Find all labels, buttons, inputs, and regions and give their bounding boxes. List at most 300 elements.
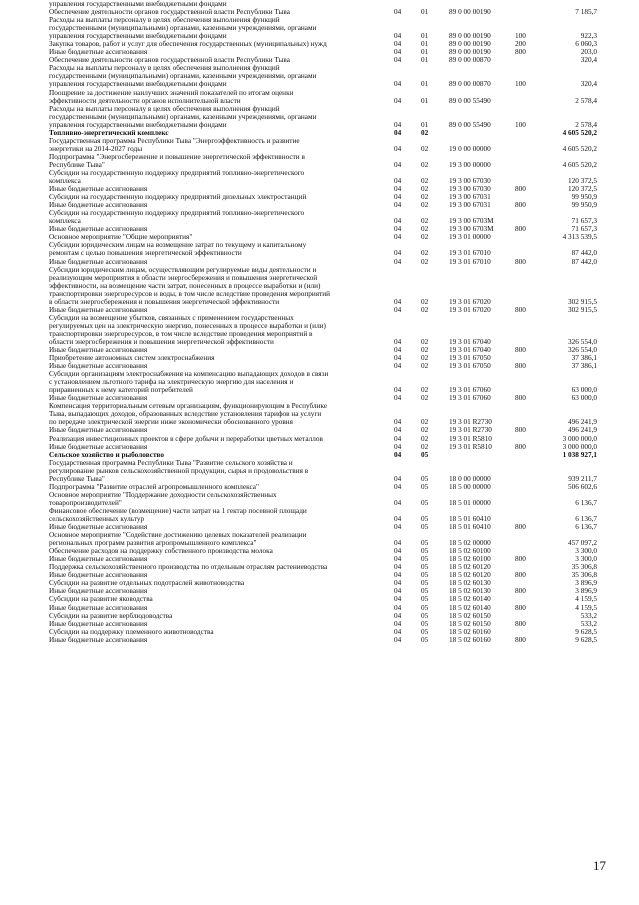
row-amount: 3 000 000,0 [562, 442, 597, 451]
row-amount: 9 628,5 [575, 627, 597, 636]
row-target-article-code: 19 3 01 67040 [449, 337, 491, 346]
row-target-article-code: 19 3 01 67050 [449, 362, 491, 371]
row-section-code: 04 [394, 595, 402, 604]
table-row [49, 40, 597, 48]
row-amount: 320,4 [580, 80, 597, 89]
table-row [49, 314, 597, 346]
row-amount: 63 000,0 [571, 394, 597, 403]
row-amount: 533,2 [580, 619, 597, 628]
row-name: Субсидии на развитие отдельных подотраслей животноводства [49, 579, 245, 588]
row-target-article-code: 89 0 00 00190 [449, 32, 491, 41]
row-expense-type-code: 800 [515, 257, 526, 266]
table-row [49, 0, 597, 8]
table-row [49, 483, 597, 491]
row-target-article-code: 89 0 00 00190 [449, 40, 491, 49]
row-amount: 99 950,9 [571, 201, 597, 210]
row-name: Иные бюджетные ассигнования [49, 48, 148, 57]
row-name: Финансовое обеспечение (возмещение) части затрат на 1 гектар посевной площади сельскохозяйственных культур [49, 506, 307, 523]
row-target-article-code: 19 3 01 67050 [449, 354, 491, 363]
row-amount: 4 605 520,2 [562, 160, 597, 169]
row-target-article-code: 19 3 00 67031 [449, 201, 491, 210]
row-section-code: 04 [394, 32, 402, 41]
row-subsection-code: 02 [421, 185, 429, 194]
row-target-article-code: 19 3 01 67020 [449, 297, 491, 306]
row-amount: 4 159,5 [575, 595, 597, 604]
row-target-article-code: 19 0 00 00000 [449, 144, 491, 153]
row-amount: 7 185,7 [575, 8, 597, 17]
row-name: Топливно-энергетический комплекс [49, 128, 169, 137]
row-amount: 63 000,0 [571, 386, 597, 395]
row-amount: 99 950,9 [571, 193, 597, 202]
row-subsection-code: 02 [421, 257, 429, 266]
table-row [49, 153, 597, 169]
row-subsection-code: 05 [421, 515, 429, 523]
row-subsection-code: 02 [421, 337, 429, 346]
row-amount: 326 554,0 [568, 337, 597, 346]
row-expense-type-code: 800 [515, 48, 526, 57]
row-target-article-code: 19 3 01 67060 [449, 394, 491, 403]
row-expense-type-code: 800 [515, 571, 526, 580]
row-target-article-code: 18 5 02 60130 [449, 579, 491, 588]
table-row [49, 64, 597, 88]
row-expense-type-code: 800 [515, 201, 526, 210]
row-section-code: 04 [394, 193, 402, 202]
row-expense-type-code: 200 [515, 40, 526, 49]
row-name: Субсидии на государственную поддержку предприятий дизельных электростанций [49, 193, 307, 202]
row-expense-type-code: 800 [515, 603, 526, 612]
row-target-article-code: 19 3 01 R2730 [449, 426, 492, 435]
table-row [49, 16, 597, 40]
table-row [49, 571, 597, 579]
row-section-code: 04 [394, 48, 402, 57]
row-name: Реализация инвестиционных проектов в сфере добычи и переработки цветных металлов [49, 434, 323, 443]
row-expense-type-code: 800 [515, 426, 526, 435]
row-section-code: 04 [394, 635, 402, 644]
row-name: Расходы на выплаты персоналу в целях обеспечения выполнения функций государственными (муниципальными) органами, казенными учреждениями, органами управления государственными внебюджетными фондами [49, 64, 317, 89]
row-subsection-code: 05 [421, 523, 429, 532]
row-target-article-code: 19 3 00 67030 [449, 185, 491, 194]
row-name: Основное мероприятие "Содействие достижению целевых показателей реализации региональных программ развития агропромышленного комплекса" [49, 531, 307, 548]
row-name: Иные бюджетные ассигнования [49, 346, 148, 355]
row-subsection-code: 05 [421, 627, 429, 636]
row-section-code: 04 [394, 160, 402, 169]
table-row [49, 620, 597, 628]
row-section-code: 04 [394, 498, 402, 507]
row-section-code: 04 [394, 555, 402, 564]
row-subsection-code: 05 [421, 611, 429, 620]
row-name: Поощрение за достижение наилучших значений показателей по итогам оценки эффективности деятельности органов исполнительной власти [49, 88, 294, 105]
row-amount: 939 211,7 [568, 474, 597, 483]
row-amount: 533,2 [580, 611, 597, 620]
row-name: Субсидии на государственную поддержку предприятий топливно-энергетического комплекса [49, 209, 305, 226]
row-name: Расходы на выплаты персоналу в целях обеспечения выполнения функций государственными (муниципальными) органами, казенными учреждениями, органами управления государственными внебюджетными фондами [49, 104, 317, 129]
row-name: Иные бюджетные ассигнования [49, 571, 148, 580]
row-name: Иные бюджетные ассигнования [49, 603, 148, 612]
row-subsection-code: 05 [421, 571, 429, 580]
row-name: Субсидии организациям электроснабжения на компенсацию выпадающих доходов в связи с установлением льготного тарифа на электрическую энергию для населения и приравненных к нему категорий потребителей [49, 370, 329, 395]
row-section-code: 04 [394, 482, 402, 491]
table-row [49, 563, 597, 571]
row-name: Иные бюджетные ассигнования [49, 225, 148, 234]
row-name: Иные бюджетные ассигнования [49, 619, 148, 628]
row-section-code: 04 [394, 185, 402, 194]
table-row [49, 394, 597, 402]
row-subsection-code: 02 [421, 193, 429, 202]
row-amount: 37 386,1 [571, 362, 597, 371]
row-amount: 120 372,5 [568, 185, 597, 194]
row-name: Иные бюджетные ассигнования [49, 362, 148, 371]
row-section-code: 04 [394, 362, 402, 371]
table-row [49, 451, 597, 459]
row-section-code: 04 [394, 40, 402, 49]
row-name: Сельское хозяйство и рыболовство [49, 450, 164, 459]
table-row [49, 507, 597, 523]
row-subsection-code: 02 [421, 297, 429, 306]
row-name: Субсидии юридическим лицам на возмещение затрат по текущему и капитальному ремонтам с целью повышения энергетической эффективности [49, 241, 307, 258]
row-amount: 6 136,7 [575, 523, 597, 532]
table-row [49, 426, 597, 434]
page-number: 17 [593, 858, 606, 873]
row-name: Обеспечение расходов на поддержку собственного производства молока [49, 547, 273, 556]
row-name: Иные бюджетные ассигнования [49, 394, 148, 403]
table-row [49, 137, 597, 153]
row-subsection-code: 05 [421, 555, 429, 564]
row-subsection-code: 05 [421, 587, 429, 596]
row-section-code: 04 [394, 177, 402, 186]
row-subsection-code: 02 [421, 362, 429, 371]
row-target-article-code: 18 5 01 00000 [449, 498, 491, 507]
table-row [49, 258, 597, 266]
row-amount: 3 300,0 [575, 547, 597, 556]
row-expense-type-code: 100 [515, 32, 526, 41]
row-subsection-code: 02 [421, 442, 429, 451]
row-name: Основное мероприятие "Поддержание доходности сельскохозяйственных товаропроизводителей" [49, 490, 277, 507]
table-row [49, 209, 597, 225]
row-section-code: 04 [394, 297, 402, 306]
table-row [49, 459, 597, 483]
row-expense-type-code: 800 [515, 362, 526, 371]
row-subsection-code: 05 [421, 474, 429, 483]
row-name: Субсидии на государственную поддержку предприятий топливно-энергетического комплекса [49, 168, 305, 186]
row-target-article-code: 18 5 02 60140 [449, 595, 491, 604]
table-row [49, 48, 597, 56]
row-name: Основное мероприятие "Общие мероприятия" [49, 233, 193, 242]
table-row [49, 523, 597, 531]
row-section-code: 04 [394, 346, 402, 355]
row-name: Субсидии на развитие верблюдоводства [49, 611, 173, 620]
row-amount: 2 578,4 [575, 96, 597, 105]
row-subsection-code: 01 [421, 40, 429, 49]
row-amount: 87 442,0 [571, 257, 597, 266]
row-target-article-code: 18 5 02 60160 [449, 627, 491, 636]
row-amount: 3 896,9 [575, 587, 597, 596]
row-amount: 457 097,2 [568, 539, 597, 548]
table-row [49, 443, 597, 451]
row-name: Иные бюджетные ассигнования [49, 305, 148, 314]
row-amount: 4 313 539,5 [562, 233, 597, 242]
row-expense-type-code: 100 [515, 80, 526, 89]
row-subsection-code: 02 [421, 394, 429, 403]
row-target-article-code: 19 3 01 67010 [449, 249, 491, 258]
table-row [49, 56, 597, 64]
table-row [49, 129, 597, 137]
table-row [49, 354, 597, 362]
table-row [49, 362, 597, 370]
row-subsection-code: 02 [421, 346, 429, 355]
row-amount: 1 038 927,1 [562, 450, 597, 459]
row-subsection-code: 02 [421, 177, 429, 186]
row-name: Государственная программа Республики Тыва "Энергоэффективность и развитие энергетики на 2014-2027 годы [49, 136, 300, 153]
row-name: Иные бюджетные ассигнования [49, 185, 148, 194]
table-row [49, 604, 597, 612]
row-section-code: 04 [394, 96, 402, 105]
row-section-code: 04 [394, 563, 402, 572]
row-subsection-code: 02 [421, 418, 429, 427]
row-target-article-code: 18 5 02 60150 [449, 611, 491, 620]
row-name: Подпрограмма "Энергосбережение и повышение энергетической эффективности в Республике Тыва" [49, 152, 305, 169]
row-target-article-code: 18 5 02 60100 [449, 547, 491, 556]
row-name: Расходы на выплаты персоналу в целях обеспечения выполнения функций государственными (муниципальными) органами, казенными учреждениями, органами управления государственными внебюджетными фондами [49, 16, 317, 41]
row-subsection-code: 02 [421, 201, 429, 210]
row-target-article-code: 18 5 02 60160 [449, 635, 491, 644]
table-row [49, 346, 597, 354]
row-name: Иные бюджетные ассигнования [49, 442, 148, 451]
table-row [49, 435, 597, 443]
row-section-code: 04 [394, 579, 402, 588]
row-subsection-code: 01 [421, 48, 429, 57]
row-target-article-code: 18 5 02 60100 [449, 555, 491, 564]
table-row [49, 595, 597, 603]
row-expense-type-code: 800 [515, 346, 526, 355]
table-row [49, 636, 597, 644]
row-amount: 120 372,5 [568, 177, 597, 186]
row-subsection-code: 01 [421, 56, 429, 65]
row-amount: 3 896,9 [575, 579, 597, 588]
row-section-code: 04 [394, 249, 402, 258]
row-amount: 3 000 000,0 [562, 434, 597, 443]
row-target-article-code: 18 5 02 60120 [449, 571, 491, 580]
row-subsection-code: 02 [421, 386, 429, 395]
row-amount: 203,0 [580, 48, 597, 57]
row-section-code: 04 [394, 523, 402, 532]
table-row [49, 241, 597, 257]
row-section-code: 04 [394, 80, 402, 89]
row-subsection-code: 05 [421, 498, 429, 507]
row-section-code: 04 [394, 539, 402, 548]
row-section-code: 04 [394, 442, 402, 451]
table-row [49, 8, 597, 16]
row-amount: 4 605 520,2 [562, 128, 597, 137]
row-subsection-code: 01 [421, 96, 429, 105]
row-target-article-code: 19 3 01 67060 [449, 386, 491, 395]
row-amount: 35 306,8 [571, 563, 597, 572]
row-expense-type-code: 800 [515, 442, 526, 451]
row-subsection-code: 02 [421, 249, 429, 258]
row-subsection-code: 02 [421, 426, 429, 435]
row-name: Обеспечение деятельности органов государственной власти Республики Тыва [49, 8, 290, 17]
row-subsection-code: 05 [421, 579, 429, 588]
row-section-code: 04 [394, 144, 402, 153]
row-section-code: 04 [394, 386, 402, 395]
row-name: управления государственными внебюджетными фондами [49, 0, 227, 8]
row-section-code: 04 [394, 547, 402, 556]
row-section-code: 04 [394, 603, 402, 612]
row-subsection-code: 05 [421, 450, 429, 459]
row-subsection-code: 05 [421, 619, 429, 628]
row-name: Иные бюджетные ассигнования [49, 587, 148, 596]
row-section-code: 04 [394, 120, 402, 129]
row-target-article-code: 18 5 02 60150 [449, 619, 491, 628]
row-target-article-code: 19 3 00 6703M [449, 225, 494, 234]
row-name: Иные бюджетные ассигнования [49, 555, 148, 564]
row-subsection-code: 02 [421, 160, 429, 169]
row-name: Поддержка сельскохозяйственного производства по отдельным отраслям растениеводства [49, 563, 328, 572]
table-row [49, 233, 597, 241]
row-subsection-code: 05 [421, 603, 429, 612]
row-target-article-code: 19 3 01 00000 [449, 233, 491, 242]
row-target-article-code: 18 5 02 60120 [449, 563, 491, 572]
row-expense-type-code: 800 [515, 635, 526, 644]
row-amount: 6 136,7 [575, 515, 597, 523]
row-section-code: 04 [394, 233, 402, 242]
row-target-article-code: 89 0 00 55490 [449, 96, 491, 105]
row-subsection-code: 05 [421, 539, 429, 548]
row-name: Иные бюджетные ассигнования [49, 257, 148, 266]
row-section-code: 04 [394, 56, 402, 65]
row-name: Обеспечение деятельности органов государственной власти Республики Тыва [49, 56, 290, 65]
row-name: Закупка товаров, работ и услуг для обеспечения государственных (муниципальных) нужд [49, 40, 327, 49]
row-subsection-code: 02 [421, 434, 429, 443]
row-target-article-code: 89 0 00 00870 [449, 56, 491, 65]
row-section-code: 04 [394, 225, 402, 234]
row-amount: 35 306,8 [571, 571, 597, 580]
row-subsection-code: 02 [421, 233, 429, 242]
row-target-article-code: 89 0 00 55490 [449, 120, 491, 129]
row-name: Иные бюджетные ассигнования [49, 201, 148, 210]
row-target-article-code: 18 5 00 00000 [449, 482, 491, 491]
row-target-article-code: 19 3 00 6703M [449, 217, 494, 226]
row-name: Субсидии на поддержку племенного животноводства [49, 627, 214, 636]
row-name: Государственная программа Республики Тыва "Развитие сельского хозяйства и регулирование рынков сельскохозяйственной продукции, сырья и продовольствия в Республике Тыва" [49, 458, 309, 483]
table-row [49, 491, 597, 507]
row-amount: 6 060,3 [575, 40, 597, 49]
row-section-code: 04 [394, 474, 402, 483]
row-subsection-code: 02 [421, 305, 429, 314]
row-expense-type-code: 800 [515, 185, 526, 194]
table-row [49, 169, 597, 185]
row-target-article-code: 19 3 01 R5810 [449, 442, 492, 451]
table-row [49, 89, 597, 105]
row-section-code: 04 [394, 515, 402, 523]
row-name: Иные бюджетные ассигнования [49, 635, 148, 644]
row-amount: 4 605 520,2 [562, 144, 597, 153]
row-amount: 71 657,3 [571, 225, 597, 234]
row-name: Подпрограмма "Развитие отраслей агропромышленного комплекса" [49, 482, 259, 491]
row-section-code: 04 [394, 426, 402, 435]
row-name: Субсидии на развитие яководства [49, 595, 153, 604]
table-row [49, 201, 597, 209]
row-subsection-code: 01 [421, 80, 429, 89]
row-subsection-code: 02 [421, 144, 429, 153]
table-row [49, 612, 597, 620]
row-name: Иные бюджетные ассигнования [49, 523, 148, 532]
row-name: Субсидии юридическим лицам, осуществляющим регулируемые виды деятельности и реализующим мероприятия в области энергосбережения и повышения энергетической эффективности, на возмещение части затрат, понесенных в процессе выработки и (или) транспортировки энергоресурсов и воды, в том числе вследствие проведения мероприятий в области энергосбережения и повышения энергетической эффективности [49, 265, 331, 306]
row-subsection-code: 05 [421, 547, 429, 556]
row-name: Субсидии на возмещение убытков, связанных с применением государственных регулируемых цен на электрическую энергию, понесенных в процессе выработки и (или) транспортировки энергоресурсов, в том числе вследствие проведения мероприятий в области энергосбережения и повышения энергетической эффективности [49, 313, 326, 346]
table-row [49, 185, 597, 193]
row-section-code: 04 [394, 627, 402, 636]
row-section-code: 04 [394, 128, 402, 137]
row-target-article-code: 89 0 00 00870 [449, 80, 491, 89]
row-expense-type-code: 100 [515, 120, 526, 129]
row-amount: 6 136,7 [575, 498, 597, 507]
row-target-article-code: 89 0 00 00190 [449, 8, 491, 17]
row-target-article-code: 19 3 01 R5810 [449, 434, 492, 443]
row-target-article-code: 19 3 01 67040 [449, 346, 491, 355]
row-subsection-code: 01 [421, 8, 429, 17]
row-amount: 3 300,0 [575, 555, 597, 564]
table-row [49, 402, 597, 426]
row-section-code: 04 [394, 394, 402, 403]
row-subsection-code: 05 [421, 482, 429, 491]
row-expense-type-code: 800 [515, 619, 526, 628]
row-subsection-code: 05 [421, 595, 429, 604]
row-target-article-code: 18 5 02 60140 [449, 603, 491, 612]
row-expense-type-code: 800 [515, 523, 526, 532]
row-section-code: 04 [394, 8, 402, 17]
table-row [49, 555, 597, 563]
row-amount: 302 915,5 [568, 297, 597, 306]
row-subsection-code: 05 [421, 563, 429, 572]
budget-table [49, 0, 597, 644]
table-row [49, 266, 597, 306]
row-subsection-code: 05 [421, 635, 429, 644]
table-row [49, 306, 597, 314]
row-name: Компенсация территориальным сетевым организациям, функционирующим в Республике Тыва, выпадающих доходов, образованных вследствие установления тарифов на услуги по передаче электрической энергии ниже экономически обоснованного уровня [49, 402, 328, 427]
row-section-code: 04 [394, 571, 402, 580]
row-target-article-code: 89 0 00 00190 [449, 48, 491, 57]
row-amount: 506 602,6 [568, 482, 597, 491]
row-name: Иные бюджетные ассигнования [49, 426, 148, 435]
row-expense-type-code: 800 [515, 587, 526, 596]
row-section-code: 04 [394, 257, 402, 266]
table-row [49, 531, 597, 547]
row-subsection-code: 02 [421, 128, 429, 137]
table-row [49, 370, 597, 394]
row-target-article-code: 19 3 01 R2730 [449, 418, 492, 427]
row-section-code: 04 [394, 354, 402, 363]
row-amount: 87 442,0 [571, 249, 597, 258]
row-amount: 302 915,5 [568, 305, 597, 314]
row-amount: 71 657,3 [571, 217, 597, 226]
row-target-article-code: 18 5 02 00000 [449, 539, 491, 548]
row-section-code: 04 [394, 619, 402, 628]
row-amount: 922,3 [580, 32, 597, 41]
row-target-article-code: 19 3 00 67031 [449, 193, 491, 202]
table-row [49, 193, 597, 201]
row-name: Приобретение автономных систем электроснабжения [49, 354, 215, 363]
row-expense-type-code: 800 [515, 225, 526, 234]
row-amount: 320,4 [580, 56, 597, 65]
row-subsection-code: 01 [421, 32, 429, 41]
row-subsection-code: 01 [421, 120, 429, 129]
row-amount: 4 159,5 [575, 603, 597, 612]
row-target-article-code: 18 5 01 60410 [449, 515, 491, 523]
row-amount: 2 578,4 [575, 120, 597, 129]
row-section-code: 04 [394, 305, 402, 314]
table-row [49, 105, 597, 129]
row-amount: 37 386,1 [571, 354, 597, 363]
